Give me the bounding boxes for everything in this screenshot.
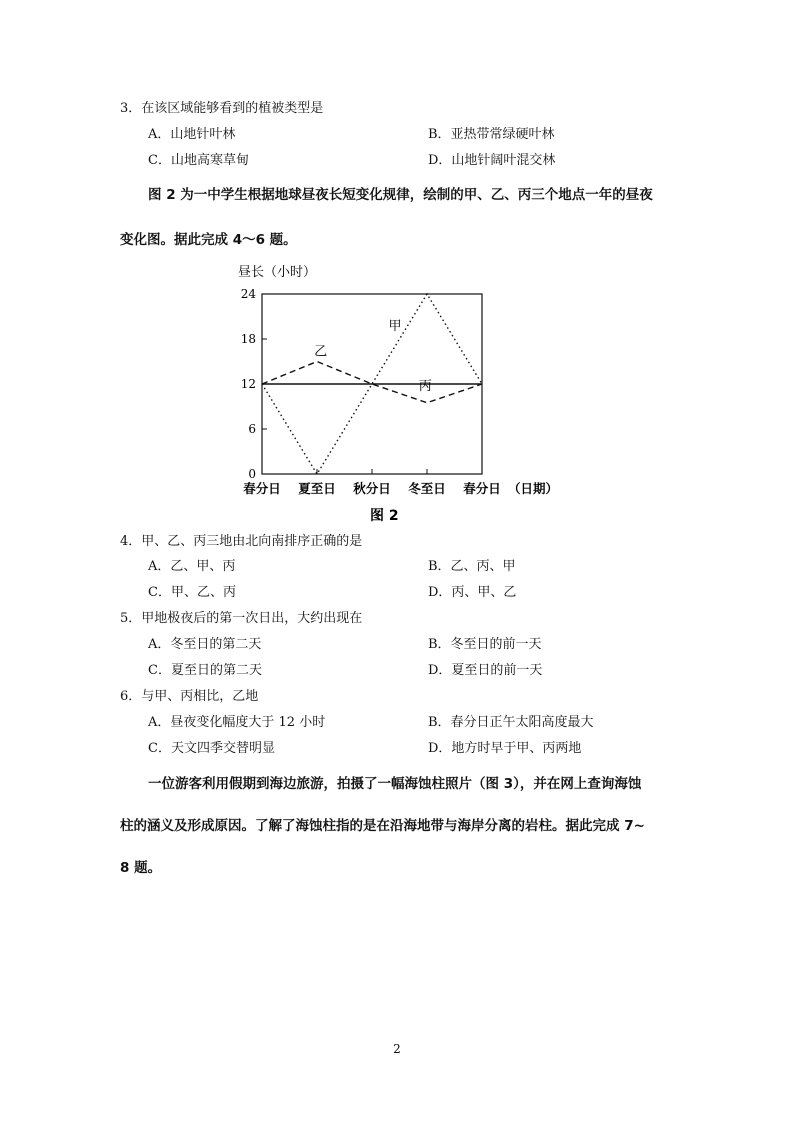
- q6-option-a: A．昼夜变化幅度大于 12 小时: [148, 715, 326, 730]
- intro-4-6-line2: 变化图。据此完成 4～6 题。: [120, 232, 297, 248]
- q3-option-b: B．亚热带常绿硬叶林: [428, 127, 555, 142]
- x-tick-label: 春分日: [243, 481, 281, 496]
- q6-option-c: C．天文四季交替明显: [148, 741, 275, 756]
- intro-7-8-line3: 8 题。: [120, 860, 162, 876]
- q4-option-b: B．乙、丙、甲: [428, 559, 516, 574]
- q5-stem: 5．甲地极夜后的第一次日出，大约出现在: [120, 611, 363, 626]
- series-label-甲: 甲: [388, 319, 402, 334]
- q3-option-a: A．山地针叶林: [148, 127, 236, 142]
- y-axis-label: 昼长（小时）: [238, 265, 317, 280]
- q4-stem: 4．甲、乙、丙三地由北向南排序正确的是: [120, 534, 363, 549]
- q4-option-d: D．丙、甲、乙: [428, 585, 517, 600]
- q3-option-d: D．山地针阔叶混交林: [428, 153, 556, 168]
- y-tick-label: 24: [240, 287, 256, 301]
- y-tick-label: 6: [248, 422, 256, 436]
- q6-option-d: D．地方时早于甲、丙两地: [428, 741, 582, 756]
- y-tick-label: 0: [248, 467, 256, 481]
- q6-stem: 6．与甲、丙相比，乙地: [120, 689, 259, 704]
- x-tick-label: 秋分日: [353, 481, 391, 496]
- q6-option-b: B．春分日正午太阳高度最大: [428, 715, 594, 730]
- series-label-乙: 乙: [314, 344, 328, 360]
- q3-stem: 3．在该区域能够看到的植被类型是: [120, 101, 324, 116]
- q4-option-a: A．乙、甲、丙: [148, 559, 236, 574]
- series-label-丙: 丙: [418, 379, 432, 394]
- q5-option-c: C．夏至日的第二天: [148, 663, 262, 678]
- q5-option-a: A．冬至日的第二天: [148, 637, 262, 652]
- series-line-乙: [262, 362, 482, 403]
- figure-caption: 图 2: [370, 508, 399, 524]
- y-tick-label: 12: [240, 377, 256, 391]
- page-number: 2: [393, 1042, 401, 1056]
- intro-7-8-line1: 一位游客利用假期到海边旅游，拍摄了一幅海蚀柱照片（图 3），并在网上查询海蚀: [148, 776, 642, 792]
- intro-4-6-line1: 图 2 为一中学生根据地球昼夜长短变化规律，绘制的甲、乙、丙三个地点一年的昼夜: [148, 187, 653, 203]
- x-tick-label: 春分日: [463, 481, 501, 496]
- y-tick-label: 18: [240, 332, 256, 346]
- figure-2-chart: [230, 258, 570, 528]
- q5-option-b: B．冬至日的前一天: [428, 637, 542, 652]
- x-axis-suffix: （日期）: [508, 481, 559, 496]
- q5-option-d: D．夏至日的前一天: [428, 663, 543, 678]
- intro-7-8-line2: 柱的涵义及形成原因。了解了海蚀柱指的是在沿海地带与海岸分离的岩柱。据此完成 7~: [120, 818, 645, 834]
- q4-option-c: C．甲、乙、丙: [148, 585, 236, 600]
- x-tick-label: 冬至日: [408, 481, 446, 496]
- x-tick-label: 夏至日: [298, 481, 336, 496]
- q3-option-c: C．山地高寒草甸: [148, 153, 249, 168]
